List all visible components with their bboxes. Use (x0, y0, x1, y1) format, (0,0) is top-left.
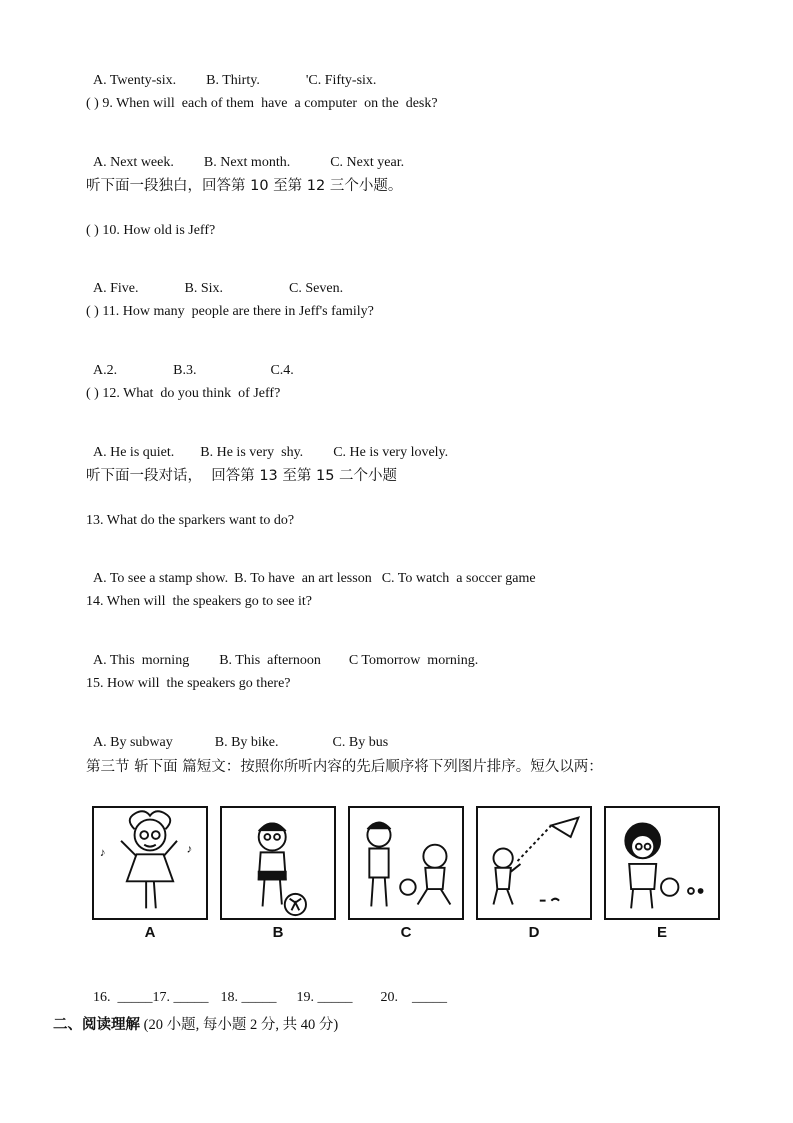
blank-19: 19. _____ (296, 990, 353, 1005)
picture-label-d: D (528, 924, 540, 941)
answer-blanks (86, 971, 447, 1007)
picture-a-girl-dancing (92, 806, 208, 920)
section3-instruction: 第三节 斩下面 篇短文：按照你所听内容的先后顺序将下列图片排序。短久以两： (86, 759, 603, 775)
instruction-monologue: 听下面一段独白，回答第 10 至第 12 三个小题。 (86, 178, 403, 194)
q12-option-c: C. He is very lovely. (333, 445, 449, 460)
q9-option-c: C. Next year. (330, 155, 405, 170)
picture-label-e: E (656, 924, 667, 941)
q11-question: ( ) 11. How many people are there in Jeff's family? (86, 304, 374, 319)
picture-label-c: C (400, 924, 412, 941)
picture-d-boy-kite (476, 806, 592, 920)
q13-option-c: C. To watch a soccer game (381, 571, 536, 586)
svg-text:♪: ♪ (99, 846, 106, 860)
q9-option-b: B. Next month. (203, 155, 291, 170)
q13-option-a: A. To see a stamp show. (93, 571, 229, 586)
q10-option-c: C. Seven. (289, 281, 344, 296)
picture-strip (86, 800, 726, 950)
picture-e-girl-with-ball (604, 806, 720, 920)
q13-option-b: B. To have an art lesson (234, 571, 372, 586)
part2-title: 二、阅读理解 (53, 1017, 140, 1033)
q15-option-a: A. By subway (93, 735, 173, 750)
picture-b-boy-with-ball (220, 806, 336, 920)
q15-options (86, 716, 388, 752)
q13-options (86, 552, 536, 588)
q15-option-c: C. By bus (332, 735, 389, 750)
part2-heading (53, 1013, 338, 1034)
picture-label-b: B (272, 924, 284, 941)
q12-question: ( ) 12. What do you think of Jeff? (86, 386, 281, 401)
q14-option-a: A. This morning (93, 653, 190, 668)
q15-option-b: B. By bike. (214, 735, 279, 750)
q10-option-b: B. Six. (184, 281, 224, 296)
q11-option-b: B.3. (173, 363, 197, 378)
instruction-dialogue: 听下面一段对话， 回答第 13 至第 15 二个小题 (86, 468, 398, 484)
q11-option-a: A.2. (93, 363, 118, 378)
q9-option-a: A. Next week. (93, 155, 174, 170)
q8-option-a: A. Twenty-six. (93, 73, 177, 88)
blank-20-label: 20. (380, 990, 398, 1005)
q15-question: 15. How will the speakers go there? (86, 676, 291, 691)
q11-options (86, 344, 294, 380)
q12-option-a: A. He is quiet. (93, 445, 175, 460)
q8-option-c: 'C. Fifty-six. (305, 73, 377, 88)
q8-options (86, 54, 376, 90)
q11-option-c: C.4. (270, 363, 294, 378)
q12-option-b: B. He is very shy. (200, 445, 304, 460)
q8-option-b: B. Thirty. (206, 73, 260, 88)
q10-question: ( ) 10. How old is Jeff? (86, 223, 216, 238)
q14-options (86, 634, 478, 670)
picture-label-a: A (144, 924, 156, 941)
q13-question: 13. What do the sparkers want to do? (86, 513, 295, 528)
q14-option-c: C Tomorrow morning. (348, 653, 479, 668)
q9-options (86, 136, 404, 172)
q9-question: ( ) 9. When will each of them have a computer on the desk? (86, 96, 438, 111)
q10-options (86, 262, 343, 298)
svg-text:♪: ♪ (186, 842, 193, 856)
blank-20: _____ (412, 990, 447, 1005)
part2-note: (20 小题, 每小题 2 分, 共 40 分) (143, 1017, 339, 1033)
q10-option-a: A. Five. (93, 281, 139, 296)
blank-16-17: 16. _____17. _____ (93, 990, 209, 1005)
picture-c-two-boys-soccer (348, 806, 464, 920)
q14-question: 14. When will the speakers go to see it? (86, 594, 313, 609)
q12-options (86, 426, 448, 462)
q14-option-b: B. This afternoon (219, 653, 321, 668)
blank-18: 18. _____ (220, 990, 277, 1005)
